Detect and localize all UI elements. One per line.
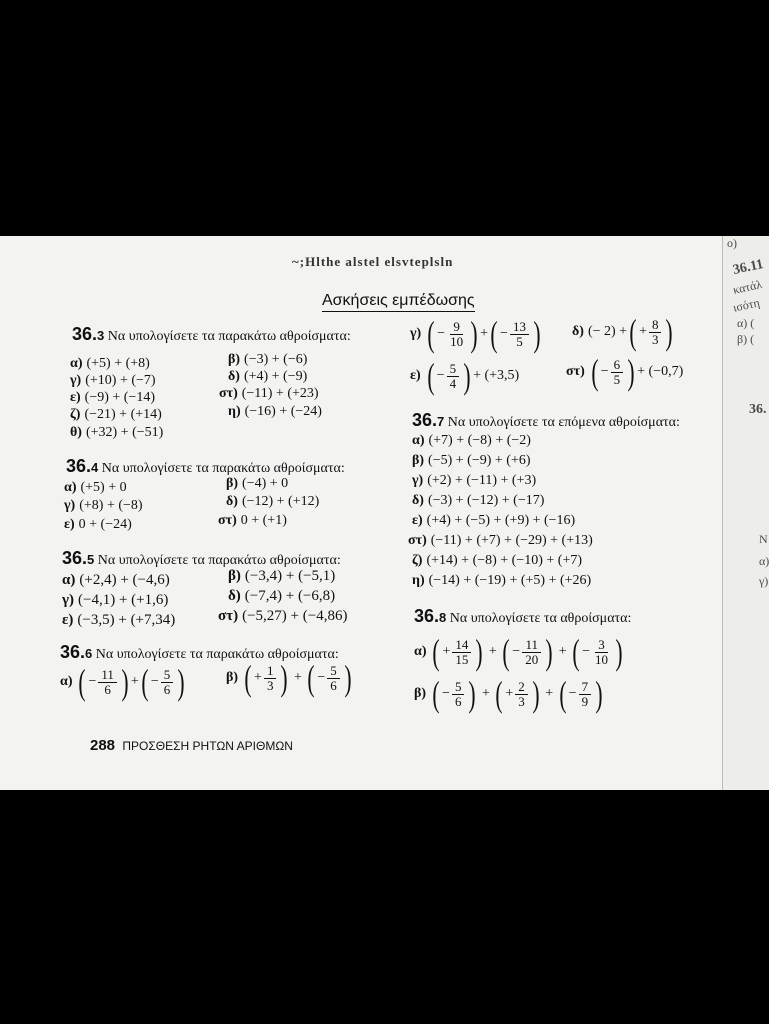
exercise-36-5-title xyxy=(62,548,341,569)
exercise-item: β) (−3,4) + (−5,1) xyxy=(228,568,336,584)
exercise-36-3-title xyxy=(72,324,351,345)
edge-text: α) ( xyxy=(737,316,755,330)
exercise-item: ε) (+4) + (−5) + (+9) + (−16) xyxy=(412,513,576,528)
exercise-item: ζ) (−21) + (+14) xyxy=(70,407,162,422)
exercise-item: β) (−4) + 0 xyxy=(226,476,289,491)
fraction-item-d: δ) (− 2) +( + $\frac{8}{3}$ ) xyxy=(572,312,674,352)
exercise-item: α) (+2,4) + (−4,6) xyxy=(62,572,170,588)
edge-text: ισότη xyxy=(731,295,761,315)
fraction-item-f: στ) ( − $\frac{6}{5}$ ) + (−0,7) xyxy=(566,352,684,392)
chapter-title: ΠΡΟΣΘΕΣΗ ΡΗΤΩΝ ΑΡΙΘΜΩΝ xyxy=(122,739,293,753)
edge-text: β) ( xyxy=(737,332,755,346)
exercise-item: α) (+5) + 0 xyxy=(64,480,127,495)
fraction-item-a: α) ( + $\frac{14}{15}$ ) + ( − $\frac{11}{20}$ ) + ( − $\frac{3}{10}$ ) xyxy=(414,632,623,672)
exercise-item: η) (−16) + (−24) xyxy=(228,404,322,419)
exercise-item: γ) (−4,1) + (+1,6) xyxy=(62,592,169,608)
exercise-item: ζ) (+14) + (−8) + (−10) + (+7) xyxy=(412,553,583,568)
exercise-number: 36.7 xyxy=(412,410,445,430)
exercise-number: 36.4 xyxy=(66,456,99,476)
exercise-item: β) (−5) + (−9) + (+6) xyxy=(412,453,531,468)
exercise-item: η) (−14) + (−19) + (+5) + (+26) xyxy=(412,573,592,588)
exercise-item: δ) (−12) + (+12) xyxy=(226,494,320,509)
page-number: 288 xyxy=(90,737,116,754)
exercise-item: ε) (−3,5) + (+7,34) xyxy=(62,612,176,628)
exercise-36-7-title xyxy=(412,410,680,431)
fraction-item-c: γ) ( − $\frac{9}{10}$ ) +( − $\frac{13}{5}$ ) xyxy=(410,314,541,354)
exercise-item: στ) 0 + (+1) xyxy=(218,513,287,528)
edge-text: ο) xyxy=(727,236,737,250)
exercise-item: ε) 0 + (−24) xyxy=(64,517,132,532)
exercise-item: στ) (−11) + (+7) + (−29) + (+13) xyxy=(408,533,593,548)
edge-text: κατάλ xyxy=(731,277,764,297)
edge-text: α) xyxy=(759,554,769,568)
fraction-item-a: α) ( − $\frac{11}{6}$ ) +( − $\frac{5}{6}$ ) xyxy=(60,662,185,702)
exercise-item: γ) (+10) + (−7) xyxy=(70,373,156,388)
exercise-item: δ) (−7,4) + (−6,8) xyxy=(228,588,336,604)
edge-text: 36.11 xyxy=(731,256,765,279)
exercise-instruction: Να υπολογίσετε τα επόμενα αθροίσματα: xyxy=(447,415,680,430)
exercise-36-4-title xyxy=(66,456,345,477)
fraction-item-b: β) ( − $\frac{5}{6}$ ) + ( + $\frac{2}{3}$ ) + ( − $\frac{7}{9}$ ) xyxy=(414,674,603,714)
running-head: ~;Hlthe alstel elsvteplsln xyxy=(292,254,454,269)
exercise-item: ε) (−9) + (−14) xyxy=(70,390,155,405)
exercise-number: 36.5 xyxy=(62,548,95,568)
exercise-item: θ) (+32) + (−51) xyxy=(70,425,164,440)
exercise-instruction: Να υπολογίσετε τα παρακάτω αθροίσματα: xyxy=(97,553,341,568)
textbook-page xyxy=(0,236,768,790)
exercise-number: 36.3 xyxy=(72,324,105,344)
exercise-item: β) (−3) + (−6) xyxy=(228,352,308,367)
edge-text: Ν xyxy=(759,532,768,546)
exercise-instruction: Να υπολογίσετε τα αθροίσματα: xyxy=(449,611,632,626)
exercise-instruction: Να υπολογίσετε τα παρακάτω αθροίσματα: xyxy=(95,647,339,662)
exercise-item: στ) (−11) + (+23) xyxy=(219,386,319,401)
fraction-item-e: ε) ( − $\frac{5}{4}$ ) + (+3,5) xyxy=(410,356,520,396)
exercise-item: γ) (+8) + (−8) xyxy=(64,498,143,513)
exercise-instruction: Να υπολογίσετε τα παρακάτω αθροίσματα: xyxy=(107,329,351,344)
exercise-item: α) (+7) + (−8) + (−2) xyxy=(412,433,531,448)
exercise-item: δ) (+4) + (−9) xyxy=(228,369,308,384)
exercise-item: στ) (−5,27) + (−4,86) xyxy=(218,608,348,624)
exercise-item: α) (+5) + (+8) xyxy=(70,356,150,371)
page-footer xyxy=(90,737,293,754)
edge-text: 36. xyxy=(749,402,767,417)
section-heading: Ασκήσεις εμπέδωσης xyxy=(322,292,475,312)
adjacent-page-edge xyxy=(722,236,769,790)
exercise-number: 36.8 xyxy=(414,606,447,626)
edge-text: γ) xyxy=(759,574,769,588)
fraction-item-b: β) ( + $\frac{1}{3}$ ) + ( − $\frac{5}{6}$ ) xyxy=(226,658,352,698)
exercise-number: 36.6 xyxy=(60,642,93,662)
exercise-36-8-title xyxy=(414,606,631,627)
exercise-item: δ) (−3) + (−12) + (−17) xyxy=(412,493,545,508)
exercise-instruction: Να υπολογίσετε τα παρακάτω αθροίσματα: xyxy=(101,461,345,476)
exercise-item: γ) (+2) + (−11) + (+3) xyxy=(412,473,537,488)
